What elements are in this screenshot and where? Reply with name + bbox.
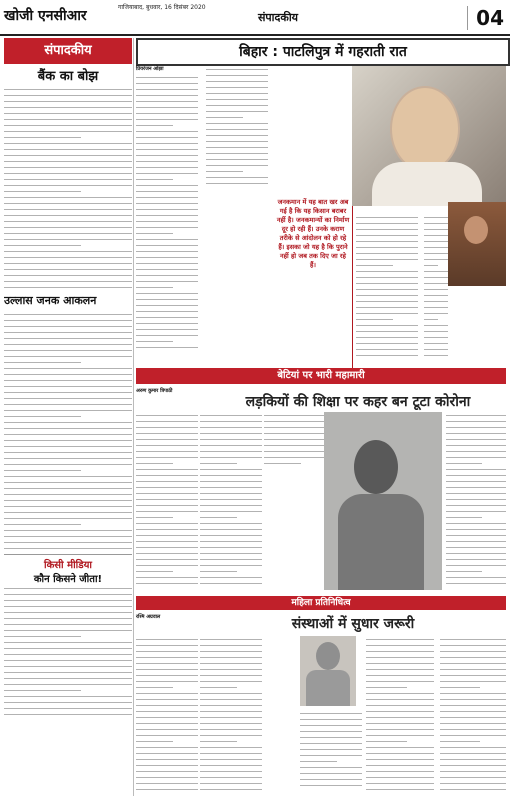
lead-story-headline-box	[136, 38, 510, 66]
mid-column-4	[446, 412, 506, 590]
lead-story-headline: बिहार : पाटलिपुत्र में गहराती रात	[239, 44, 407, 60]
lead-column-4	[424, 214, 448, 362]
bottom-column-3	[300, 710, 362, 794]
bottom-story-byline: रश्मि अग्रवाल	[136, 614, 161, 620]
student-photo	[324, 412, 442, 590]
text-line	[4, 284, 132, 290]
second-editorial-body	[4, 311, 132, 551]
editorial-body	[4, 86, 132, 290]
text-line	[136, 344, 198, 350]
lead-column-1	[136, 66, 198, 362]
bottom-column-2	[200, 636, 262, 794]
editorial-headline: बैंक का बोझ	[37, 69, 99, 84]
box-subheadline: कौन किसने जीता!	[33, 574, 103, 585]
lead-column-2	[206, 66, 268, 362]
lead-photo	[352, 66, 506, 206]
editorial-banner: संपादकीय	[4, 38, 132, 64]
bottom-story-headline: संस्थाओं में सुधार जरूरी	[291, 616, 415, 632]
text-line	[300, 782, 362, 788]
box-headline: किसी मीडिया	[43, 560, 92, 571]
second-editorial-headline: उल्लास जनक आकलन	[4, 294, 97, 307]
bottom-story-banner: महिला प्रतिनिधित्व	[136, 596, 506, 610]
text-line	[440, 786, 506, 792]
page-number: 04	[467, 6, 504, 30]
bottom-column-1	[136, 636, 198, 794]
mid-column-2	[200, 412, 262, 590]
lead-pullquote: जनकमान में यह बात खर अब गई है कि यह किसान बराबर नहीं है। जनकमान्यों का निर्माण दूर हो रही हैं। उनके कराण तरीके से आंदोलन को हो रहे हैं। इसका जो यह है कि पुराने नहीं हो जब तक दिए जा रहे हैं।	[276, 198, 353, 378]
column-divider	[133, 38, 134, 796]
dateline: गाजियाबाद, बुधवार, 16 दिसंबर 2020	[118, 4, 206, 11]
text-line	[264, 460, 301, 466]
lead-byline: प्रियरंजन ओझा	[136, 66, 164, 72]
text-line	[206, 180, 268, 186]
left-column	[4, 38, 132, 796]
text-line	[200, 580, 262, 586]
text-line	[424, 352, 448, 358]
text-line	[136, 786, 198, 792]
text-line	[366, 786, 434, 792]
lead-column-3	[356, 214, 418, 362]
bottom-column-4	[366, 636, 434, 794]
mid-column-1	[136, 412, 198, 590]
bottom-column-5	[440, 636, 506, 794]
woman-photo	[300, 636, 356, 706]
text-line	[4, 545, 132, 551]
box-body	[4, 585, 132, 717]
divider	[4, 554, 132, 555]
text-line	[446, 580, 506, 586]
mid-column-3	[264, 412, 326, 590]
text-line	[356, 352, 418, 358]
page-header	[0, 0, 510, 36]
mid-story-banner: बेटियां पर भारी महामारी	[136, 368, 506, 384]
section-title: संपादकीय	[258, 11, 299, 24]
text-line	[136, 580, 198, 586]
newspaper-logo: खोजी एनसीआर	[4, 8, 87, 24]
mid-story-headline: लड़कियों की शिक्षा पर कहर बन टूटा कोरोना	[245, 394, 471, 410]
text-line	[200, 786, 262, 792]
mid-story-byline: अरुण कुमार त्रिपाठी	[136, 388, 173, 394]
inset-photo	[448, 202, 506, 286]
text-line	[4, 711, 132, 717]
